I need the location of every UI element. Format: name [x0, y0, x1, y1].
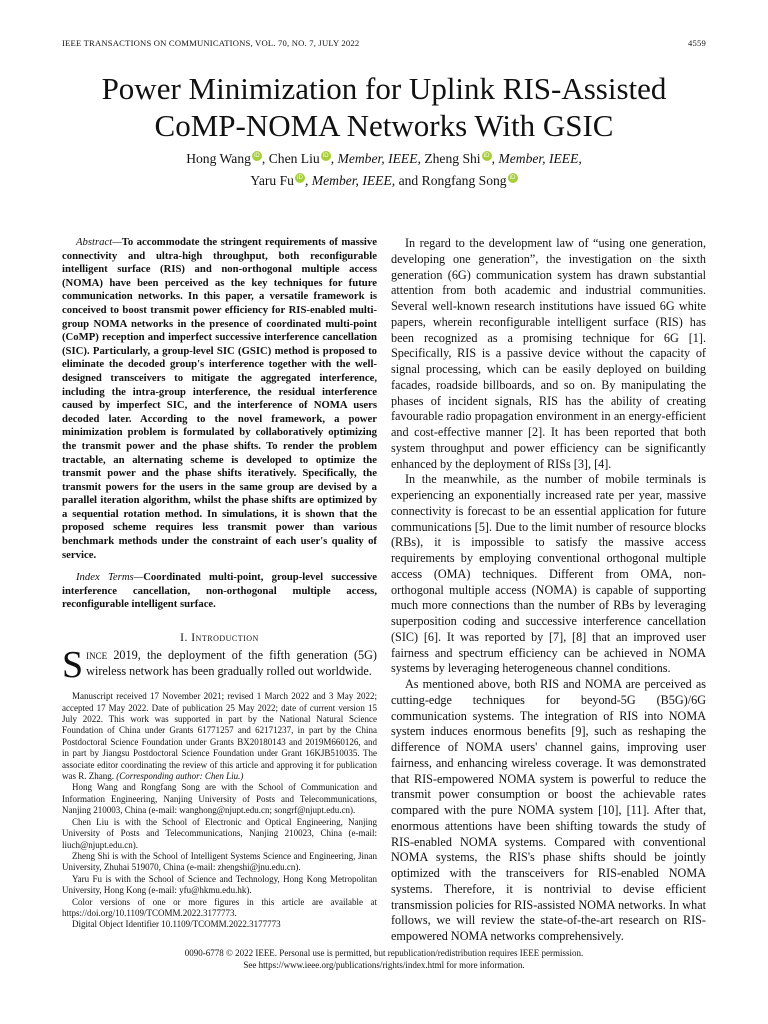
- orcid-icon[interactable]: iD: [321, 151, 331, 161]
- footnotes: [62, 691, 377, 931]
- drop-cap: S: [62, 644, 84, 687]
- section-heading-introduction: [62, 632, 377, 644]
- index-terms: [62, 571, 377, 612]
- journal-name: IEEE TRANSACTIONS ON COMMUNICATIONS, VOL. 70, NO. 7, JULY 2022: [62, 38, 360, 48]
- author-list: [60, 148, 708, 192]
- abstract: [62, 236, 377, 562]
- body-paragraph: In the meanwhile, as the number of mobile terminals is experiencing an exponentially increased rate per year, massive connectivity is forecast to be an essential application for future communications [5]. Due to the limit number of resource blocks (RBs), it is impossible to satisfy the massive access requirements by employing conventional orthogonal multiple access (OMA) techniques. Different from OMA, non-orthogonal multiple access (NOMA) is capable of supporting much more connections than the number of RBs by leveraging superposition coding and successive interference cancellation (SIC) [6]. It was reported by [7], [8] that an improved user fairness and spectrum efficiency can be achieved in NOMA systems by leveraging heterogeneous channel conditions.: [391, 472, 706, 676]
- author-affiliation: Member, IEEE,: [498, 151, 582, 166]
- footnote-manuscript: [62, 691, 377, 782]
- title-line-2: CoMP-NOMA Networks With GSIC: [154, 108, 614, 143]
- body-paragraph: As mentioned above, both RIS and NOMA are perceived as cutting-edge techniques for beyond-5G (B5G)/6G communication systems. The integration of RIS into NOMA system induces enormous benefits [9], such as reshaping the difference of NOMA users' channel gains, improving user fairness, and enhancing wireless coverage. It was demonstrated that RIS-empowered NOMA system is powerful to reduce the transmit power consumption or boost the achievable rates compared with the pure NOMA system [10], [11]. After that, enormous attentions have been shifting towards the study of RIS-enabled NOMA systems. Compared with conventional NOMA systems, the RIS's phase shifts should be jointly optimized with the transceivers for RIS-enabled NOMA systems. Therefore, it is nontrivial to devise efficient transmission policies for RIS-assisted NOMA networks. In what follows, we will review the state-of-the-art research on RIS-empowered NOMA networks comprehensively.: [391, 677, 706, 943]
- intro-paragraph: [62, 644, 377, 687]
- author-line-2: Yaru Fu iD , Member, IEEE, and Rongfang Song iD: [60, 170, 708, 192]
- paper-title: [40, 70, 728, 144]
- left-column: [62, 236, 377, 931]
- author-name: Hong Wang: [186, 151, 251, 166]
- section-number: I.: [180, 632, 188, 645]
- intro-text: 2019, the deployment of the fifth generation (5G) wireless network has been gradually rolled out worldwide.: [86, 648, 377, 678]
- body-paragraph: In regard to the development law of “using one generation, developing one generation”, the investigation on the sixth generation (6G) communication system has drawn substantial attention from both academic and industrial communities. Several well-known research institutions have issued 6G white papers, wherein reconfigurable intelligent surface (RIS) has been recognized as a promising technique for 6G [1]. Specifically, RIS is a passive device without the capacity of signal processing, which can be easily deployed on building facades, roadside billboards, and so on. By manipulating the phases of incident signals, RIS has the ability of creating favourable radio propagation environment in an energy-efficient and cost-effective manner [2]. It has been reported that both system throughput and power efficiency can be significantly enhanced by the deployment of RISs [3], [4].: [391, 236, 706, 471]
- orcid-icon[interactable]: iD: [508, 173, 518, 183]
- footnote-affiliation: Zheng Shi is with the School of Intelligent Systems Science and Engineering, Jinan University, Zhuhai 519070, China (e-mail: zhengshi@jnu.edu.cn).: [62, 850, 377, 873]
- copyright-line: 0090-6778 © 2022 IEEE. Personal use is permitted, but republication/redistribution requires IEEE permission.: [184, 948, 584, 958]
- footnote-color-versions: Color versions of one or more figures in this article are available at https://doi.org/10.1109/TCOMM.2022.3177773.: [62, 896, 377, 918]
- author-name: Chen Liu: [268, 151, 320, 166]
- orcid-icon[interactable]: iD: [295, 173, 305, 183]
- author-conjunction: and: [398, 173, 419, 188]
- intro-first-word: ince: [86, 648, 108, 663]
- running-head: [62, 38, 706, 52]
- footnote-text: Manuscript received 17 November 2021; revised 1 March 2022 and 3 May 2022; accepted 17 May 2022. Date of publication 25 May 2022; date of current version 15 July 2022. This work was supported in part by the National Natural Science Foundation of China under Grants 61771257 and 62171237, in part by the China Postdoctoral Science Foundation under Grants BX20180143 and 2019M660126, and in part by Jiangsu Postdoctoral Science Foundation under Grant 16KJB510035. The associate editor coordinating the review of this article and approving it for publication was R. Zhang.: [62, 691, 377, 782]
- orcid-icon[interactable]: iD: [252, 151, 262, 161]
- abstract-text: To accommodate the stringent requirements of massive connectivity and ultra-high throughput, both reconfigurable intelligent surface (RIS) and non-orthogonal multiple access (NOMA) have been perceived as the key techniques for future communication networks. In this paper, a versatile framework is conceived to boost transmit power efficiency for RIS-enabled multi-group NOMA networks in the presence of coordinated multi-point (CoMP) reception and imperfect successive interference cancellation (SIC). Particularly, a group-level SIC (GSIC) method is proposed to eliminate the decoded group's interference together with the well-designed transceivers to mitigate the aggregated interference, including the intra-group interference, the residual interference caused by imperfect SIC, and the interference of NOMA users decoded later. According to the novel framework, a power minimization problem is formulated by collaboratively optimizing the transmit power and the phase shifts. To render the problem tractable, an alternating scheme is developed to optimize the transmit power and the phase shifts iteratively. Specifically, the transmit powers for the users in the same group are devised by a parallel iteration algorithm, whilst the phase shifts are optimized by a sequential rotation method. In simulations, it is shown that the proposed scheme requires less transmit power than various benchmark methods under the constraint of each user's quality of service.: [62, 236, 377, 561]
- abstract-label: Abstract—: [76, 236, 122, 248]
- footnote-doi: Digital Object Identifier 10.1109/TCOMM.2022.3177773: [72, 919, 281, 930]
- author-name: Rongfang Song: [421, 173, 507, 188]
- author-name: Yaru Fu: [250, 173, 294, 188]
- title-line-1: Power Minimization for Uplink RIS-Assisted: [101, 71, 667, 106]
- orcid-icon[interactable]: iD: [482, 151, 492, 161]
- section-title: Introduction: [191, 632, 259, 645]
- right-column: [391, 236, 706, 945]
- footnote-affiliation: Hong Wang and Rongfang Song are with the School of Communication and Information Engineering, Nanjing University of Posts and Telecommunications, Nanjing 210003, China (e-mail: wanghong@njupt.edu.cn; songrf@njupt.edu.cn).: [62, 782, 377, 816]
- index-terms-text: Coordinated multi-point, group-level successive interference cancellation, non-orthogonal multiple access, reconfigurable intelligent surface.: [62, 571, 377, 611]
- rights-link-line[interactable]: See https://www.ieee.org/publications/rights/index.html for more information.: [243, 959, 525, 970]
- author-affiliation: Member, IEEE,: [337, 151, 421, 166]
- author-affiliation: Member, IEEE,: [311, 173, 396, 188]
- author-name: Zheng Shi: [424, 151, 481, 166]
- index-terms-label: Index Terms—: [76, 571, 144, 584]
- footnote-affiliation: Chen Liu is with the School of Electronic and Optical Engineering, Nanjing University of Posts and Telecommunications, Nanjing 210023, China (e-mail: liuch@njupt.edu.cn).: [62, 816, 377, 850]
- copyright-footer: [62, 948, 706, 971]
- corresponding-author: (Corresponding author: Chen Liu.): [116, 771, 244, 782]
- author-line-1: Hong Wang iD , Chen Liu iD , Member, IEEE, Zheng Shi iD , Member, IEEE,: [186, 151, 582, 166]
- footnote-affiliation: Yaru Fu is with the School of Science and Technology, Hong Kong Metropolitan University, Hong Kong (e-mail: yfu@hkmu.edu.hk).: [62, 873, 377, 896]
- page-number: 4559: [688, 38, 706, 48]
